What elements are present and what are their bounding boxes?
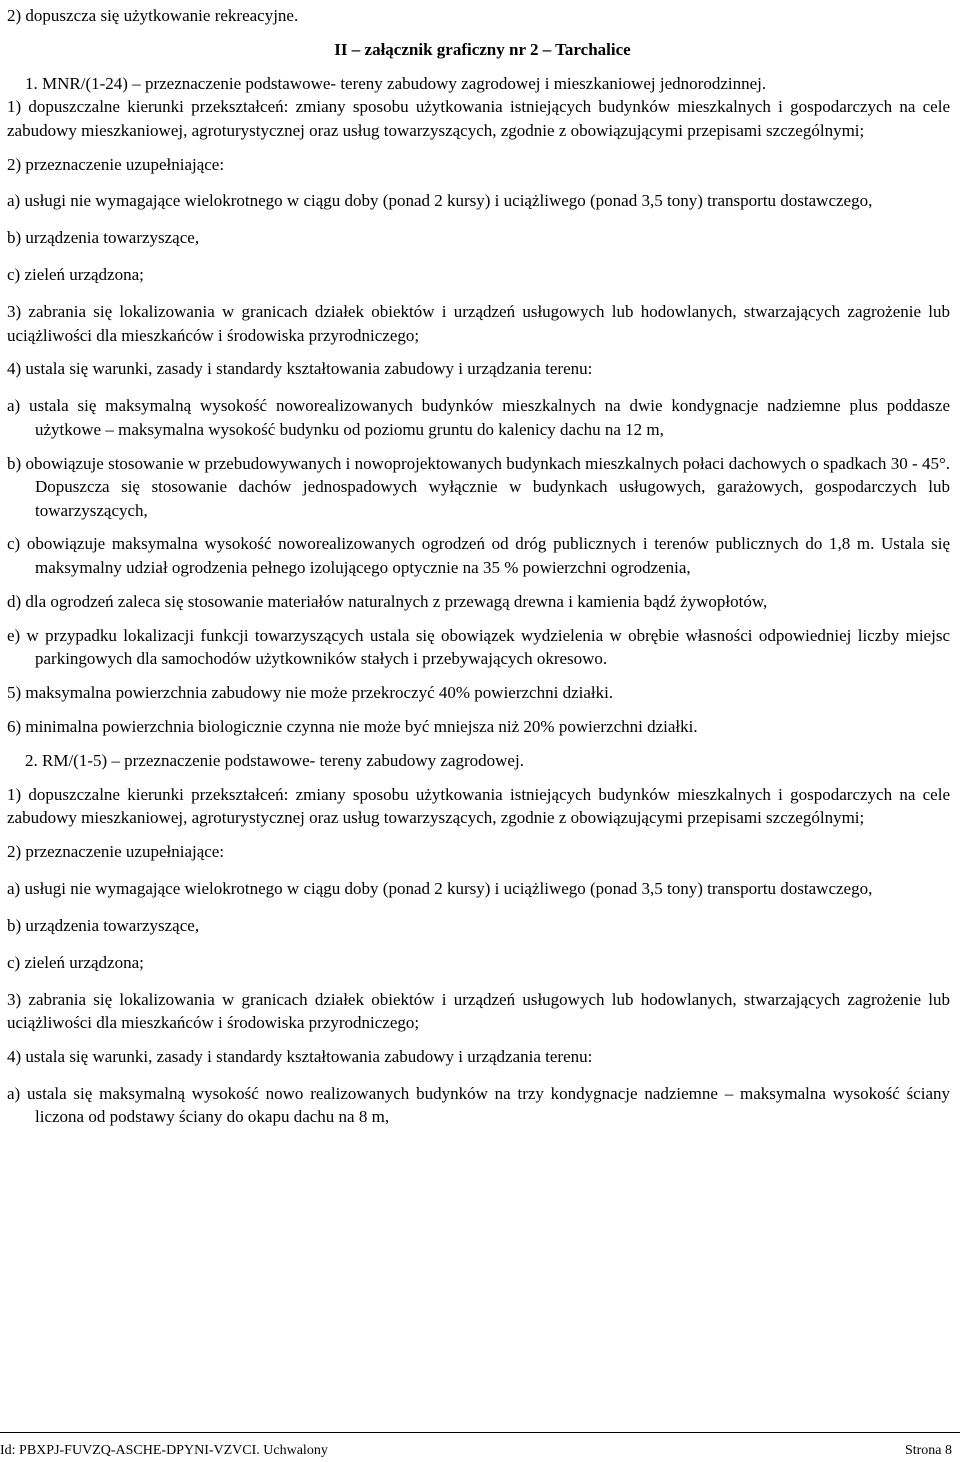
subsection-heading: 2. RM/(1-5) – przeznaczenie podstawowe- tereny zabudowy zagrodowej. xyxy=(25,750,524,770)
document-id: Id: PBXPJ-FUVZQ-ASCHE-DPYNI-VZVCI. Uchwalony xyxy=(0,1443,328,1458)
paragraph: 1) dopuszczalne kierunki przekształceń: zmiany sposobu użytkowania istniejących budynków mieszkalnych i gospodarczych na cele zabudowy mieszkaniowej, agroturystycznej oraz usług towarzyszących, zgodnie z obowiązującymi przepisami szczególnymi; xyxy=(7,97,950,140)
paragraph: 2) przeznaczenie uzupełniające: xyxy=(7,841,225,861)
list-item: a) usługi nie wymagające wielokrotnego w ciągu doby (ponad 2 kursy) i uciążliwego (ponad 3,5 tony) transportu dostawczego, xyxy=(7,191,873,211)
paragraph: 2) przeznaczenie uzupełniające: xyxy=(7,154,225,174)
paragraph: 2) dopuszcza się użytkowanie rekreacyjne. xyxy=(7,6,299,25)
list-item: c) zieleń urządzona; xyxy=(7,952,144,972)
paragraph: 4) ustala się warunki, zasady i standardy kształtowania zabudowy i urządzania terenu: xyxy=(7,359,593,379)
section-heading: II – załącznik graficzny nr 2 – Tarchalice xyxy=(334,39,631,59)
list-item: c) zieleń urządzona; xyxy=(7,265,144,285)
list-item: c) obowiązuje maksymalna wysokość noworealizowanych ogrodzeń od dróg publicznych i terenów publicznych do 1,8 m. Ustala się maksymalny udział ogrodzenia pełnego izolującego optycznie na 35 % powierzchni ogrodzenia, xyxy=(7,534,950,577)
list-item: b) urządzenia towarzyszące, xyxy=(7,915,200,935)
page-number: Strona 8 xyxy=(904,1443,952,1458)
list-item: a) usługi nie wymagające wielokrotnego w ciągu doby (ponad 2 kursy) i uciążliwego (ponad 3,5 tony) transportu dostawczego, xyxy=(7,878,873,898)
list-item: b) urządzenia towarzyszące, xyxy=(7,228,200,248)
paragraph: 5) maksymalna powierzchnia zabudowy nie może przekroczyć 40% powierzchni działki. xyxy=(7,682,614,702)
list-item: b) obowiązuje stosowanie w przebudowywanych i nowoprojektowanych budynkach mieszkalnych połaci dachowych o spadkach 30 - 45°. Dopuszcza się stosowanie dachów jednospadowych wyłącznie w budynkach usługowych, garażowych, gospodarczych lub towarzyszących, xyxy=(7,453,950,520)
list-item: a) ustala się maksymalną wysokość nowo realizowanych budynków na trzy kondygnacje nadziemne – maksymalna wysokość ściany liczona od podstawy ściany do okapu dachu na 8 m, xyxy=(7,1083,950,1127)
subsection-heading: 1. MNR/(1-24) – przeznaczenie podstawowe- tereny zabudowy zagrodowej i mieszkaniowej jednorodzinnej. xyxy=(25,73,767,93)
paragraph: 4) ustala się warunki, zasady i standardy kształtowania zabudowy i urządzania terenu: xyxy=(7,1046,593,1066)
document-page xyxy=(7,4,950,1139)
paragraph: 3) zabrania się lokalizowania w granicach działek obiektów i urządzeń usługowych lub hodowlanych, stwarzających zagrożenie lub uciążliwości dla mieszkańców i środowiska przyrodniczego; xyxy=(7,989,950,1032)
paragraph: 3) zabrania się lokalizowania w granicach działek obiektów i urządzeń usługowych lub hodowlanych, stwarzających zagrożenie lub uciążliwości dla mieszkańców i środowiska przyrodniczego; xyxy=(7,302,950,345)
paragraph: 6) minimalna powierzchnia biologicznie czynna nie może być mniejsza niż 20% powierzchni działki. xyxy=(7,716,698,736)
list-item: e) w przypadku lokalizacji funkcji towarzyszących ustala się obowiązek wydzielenia w obrębie własności odpowiedniej liczby miejsc parkingowych dla samochodów użytkowników stałych i przebywających okresowo. xyxy=(7,625,950,669)
paragraph: 1) dopuszczalne kierunki przekształceń: zmiany sposobu użytkowania istniejących budynków mieszkalnych i gospodarczych na cele zabudowy mieszkaniowej, agroturystycznej oraz usług towarzyszących, zgodnie z obowiązującymi przepisami szczególnymi; xyxy=(7,784,950,828)
list-item: a) ustala się maksymalną wysokość noworealizowanych budynków mieszkalnych na dwie kondygnacje nadziemne plus poddasze użytkowe – maksymalna wysokość budynku od poziomu gruntu do kalenicy dachu na 12 m, xyxy=(7,396,950,439)
list-item: d) dla ogrodzeń zaleca się stosowanie materiałów naturalnych z przewagą drewna i kamienia bądź żywopłotów, xyxy=(7,591,768,611)
page-footer xyxy=(0,1432,960,1458)
